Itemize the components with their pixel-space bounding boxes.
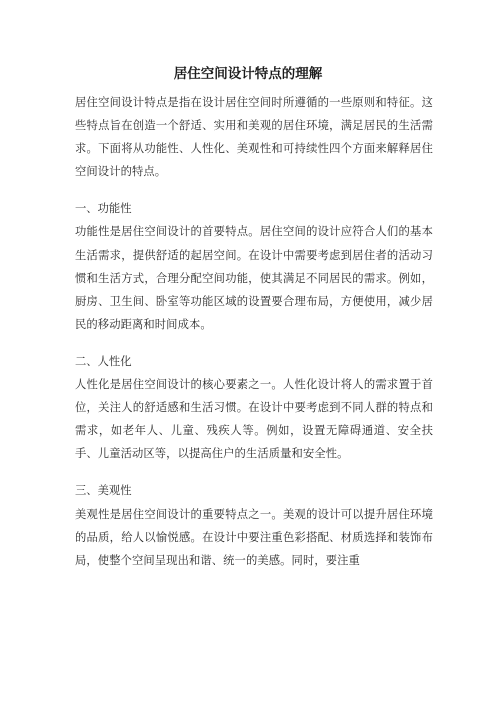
intro-paragraph: 居住空间设计特点是指在设计居住空间时所遵循的一些原则和特征。这些特点旨在创造一个舒适、实用和美观的居住环境，满足居民的生活需求。下面将从功能性、人性化、美观性和可持续性四个方面来解释居住空间设计的特点。 — [75, 96, 433, 179]
document-body — [75, 91, 433, 572]
section-text-humanization: 人性化是居住空间设计的核心要素之一。人性化设计将人的需求置于首位，关注人的舒适感和生活习惯。在设计中要考虑到不同人群的特点和需求，如老年人、儿童、残疾人等。例如，设置无障碍通道、安全扶手、儿童活动区等，以提高住户的生活质量和安全性。 — [75, 378, 433, 461]
document-title: 居住空间设计特点的理解 — [173, 66, 323, 82]
section-text-functionality: 功能性是居住空间设计的首要特点。居住空间的设计应符合人们的基本生活需求，提供舒适的起居空间。在设计中需要考虑到居住者的活动习惯和生活方式，合理分配空间功能，使其满足不同居民的需求。例如，厨房、卫生间、卧室等功能区域的设置要合理布局，方便使用，减少居民的移动距离和时间成本。 — [75, 225, 433, 331]
section-heading-humanization: 二、人性化 — [75, 354, 132, 368]
section-heading-functionality: 一、功能性 — [75, 202, 132, 216]
section-text-aesthetics: 美观性是居住空间设计的重要特点之一。美观的设计可以提升居住环境的品质，给人以愉悦感。在设计中要注重色彩搭配、材质选择和装饰布局，使整个空间呈现出和谐、统一的美感。同时，要注重 — [75, 507, 433, 567]
section-heading-aesthetics: 三、美观性 — [75, 484, 132, 498]
